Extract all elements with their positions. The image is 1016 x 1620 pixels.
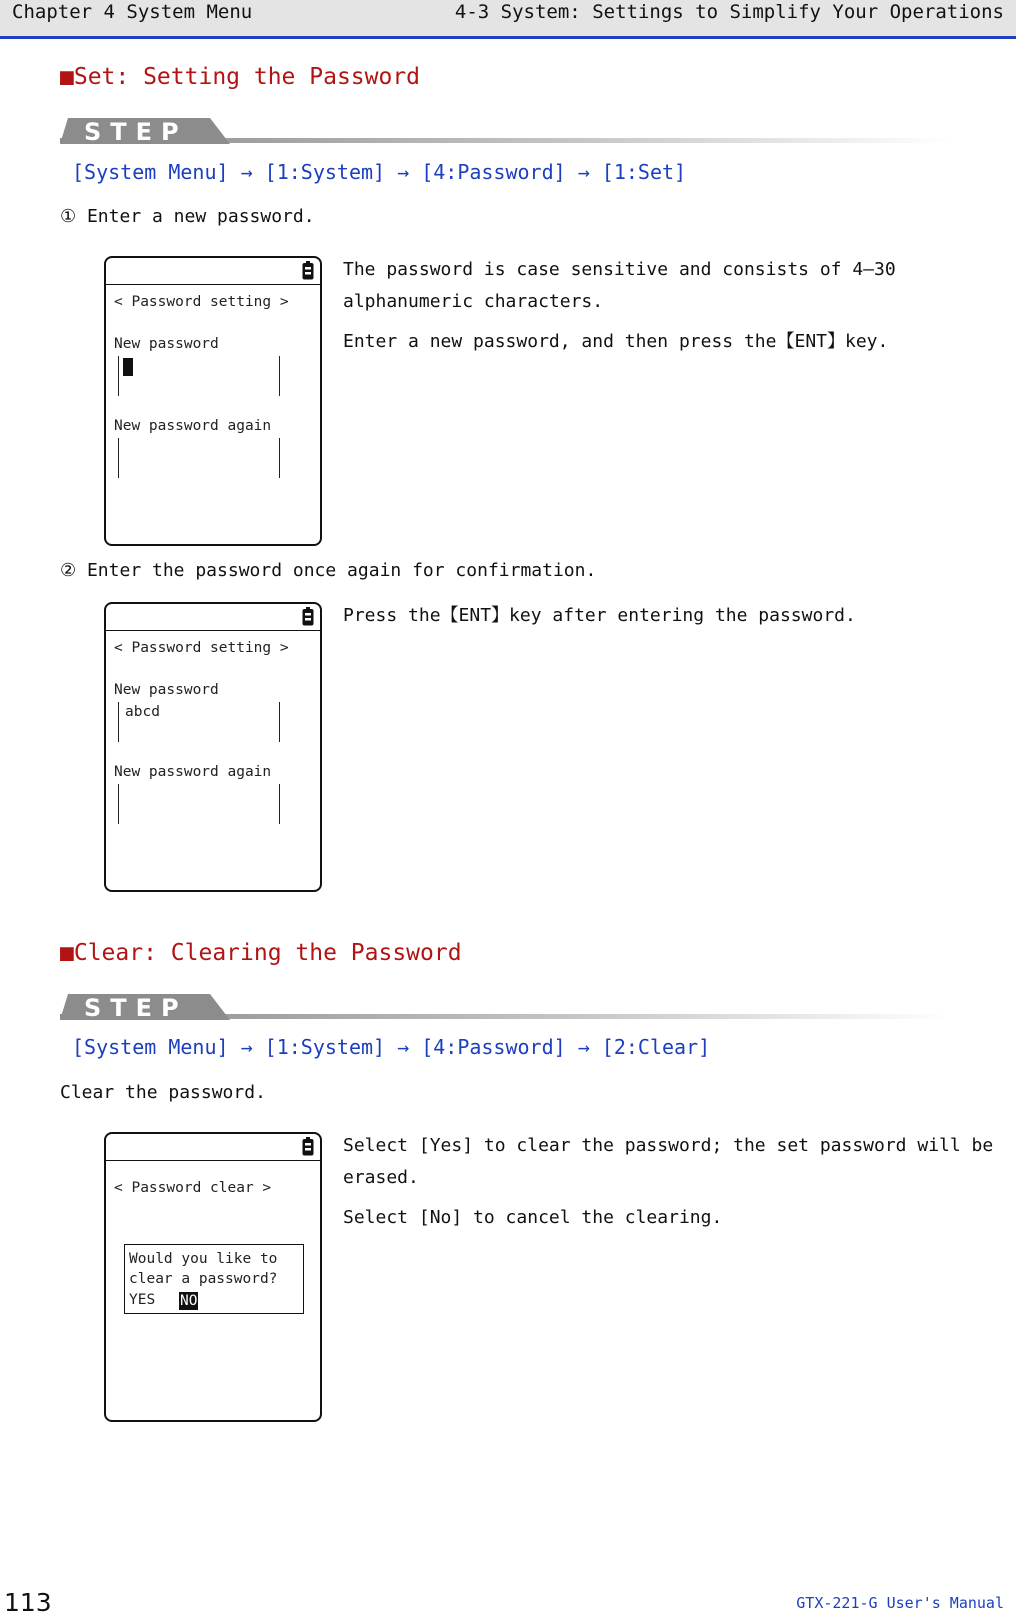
description-1 xyxy=(343,254,1007,358)
manual-title: GTX-221-G User's Manual xyxy=(796,1594,1004,1612)
battery-icon xyxy=(302,1137,314,1156)
new-password-field[interactable] xyxy=(118,702,280,742)
dialog-line-1: Would you like to xyxy=(129,1251,278,1267)
new-password-again-label: New password again xyxy=(114,418,272,434)
clear-step-text: Clear the password. xyxy=(60,1082,266,1103)
description-3 xyxy=(343,1130,1007,1234)
description-3-line-1: Select [Yes] to clear the password; the set password will be erased. xyxy=(343,1135,994,1188)
menu-path-clear: [System Menu] → [1:System] → [4:Password] → [2:Clear] xyxy=(72,1035,711,1059)
step-label: STEP xyxy=(84,118,188,146)
battery-icon xyxy=(302,261,314,280)
new-password-again-field[interactable] xyxy=(118,784,280,824)
menu-path-set: [System Menu] → [1:System] → [4:Password] → [1:Set] xyxy=(72,160,687,184)
page-number: 113 xyxy=(4,1588,52,1617)
step-banner xyxy=(60,116,950,146)
text-cursor xyxy=(123,358,133,376)
step-label: STEP xyxy=(84,994,188,1022)
set-section-title: ■Set: Setting the Password xyxy=(60,64,421,90)
battery-icon xyxy=(302,607,314,626)
description-1-line-2: Enter a new password, and then press the【ENT】key. xyxy=(343,331,889,352)
new-password-label: New password xyxy=(114,682,219,698)
screen-heading: < Password setting > xyxy=(114,294,289,310)
new-password-again-label: New password again xyxy=(114,764,272,780)
step-banner xyxy=(60,992,950,1022)
device-screen-3 xyxy=(104,1132,322,1422)
dialog-line-2: clear a password? xyxy=(129,1271,278,1287)
description-2: Press the【ENT】key after entering the password. xyxy=(343,605,856,626)
device-screen-2 xyxy=(104,602,322,892)
yes-button[interactable]: YES xyxy=(129,1292,156,1308)
new-password-value: abcd xyxy=(125,704,160,720)
page-header xyxy=(0,0,1016,39)
confirm-dialog xyxy=(124,1244,304,1314)
section-title-header: 4-3 System: Settings to Simplify Your Operations xyxy=(454,1,1004,23)
step-1-text: ① Enter a new password. xyxy=(60,206,315,227)
status-bar xyxy=(106,604,320,631)
status-bar xyxy=(106,258,320,285)
new-password-again-field[interactable] xyxy=(118,438,280,478)
screen-heading: < Password clear > xyxy=(114,1180,272,1196)
new-password-field[interactable] xyxy=(118,356,280,396)
no-button[interactable]: NO xyxy=(180,1293,198,1309)
chapter-title: Chapter 4 System Menu xyxy=(12,1,253,23)
new-password-label: New password xyxy=(114,336,219,352)
clear-section-title: ■Clear: Clearing the Password xyxy=(60,940,462,966)
step-2-text: ② Enter the password once again for confirmation. xyxy=(60,560,597,581)
description-1-line-1: The password is case sensitive and consists of 4–30 alphanumeric characters. xyxy=(343,259,896,312)
description-3-line-2: Select [No] to cancel the clearing. xyxy=(343,1207,723,1228)
screen-heading: < Password setting > xyxy=(114,640,289,656)
status-bar xyxy=(106,1134,320,1161)
device-screen-1 xyxy=(104,256,322,546)
